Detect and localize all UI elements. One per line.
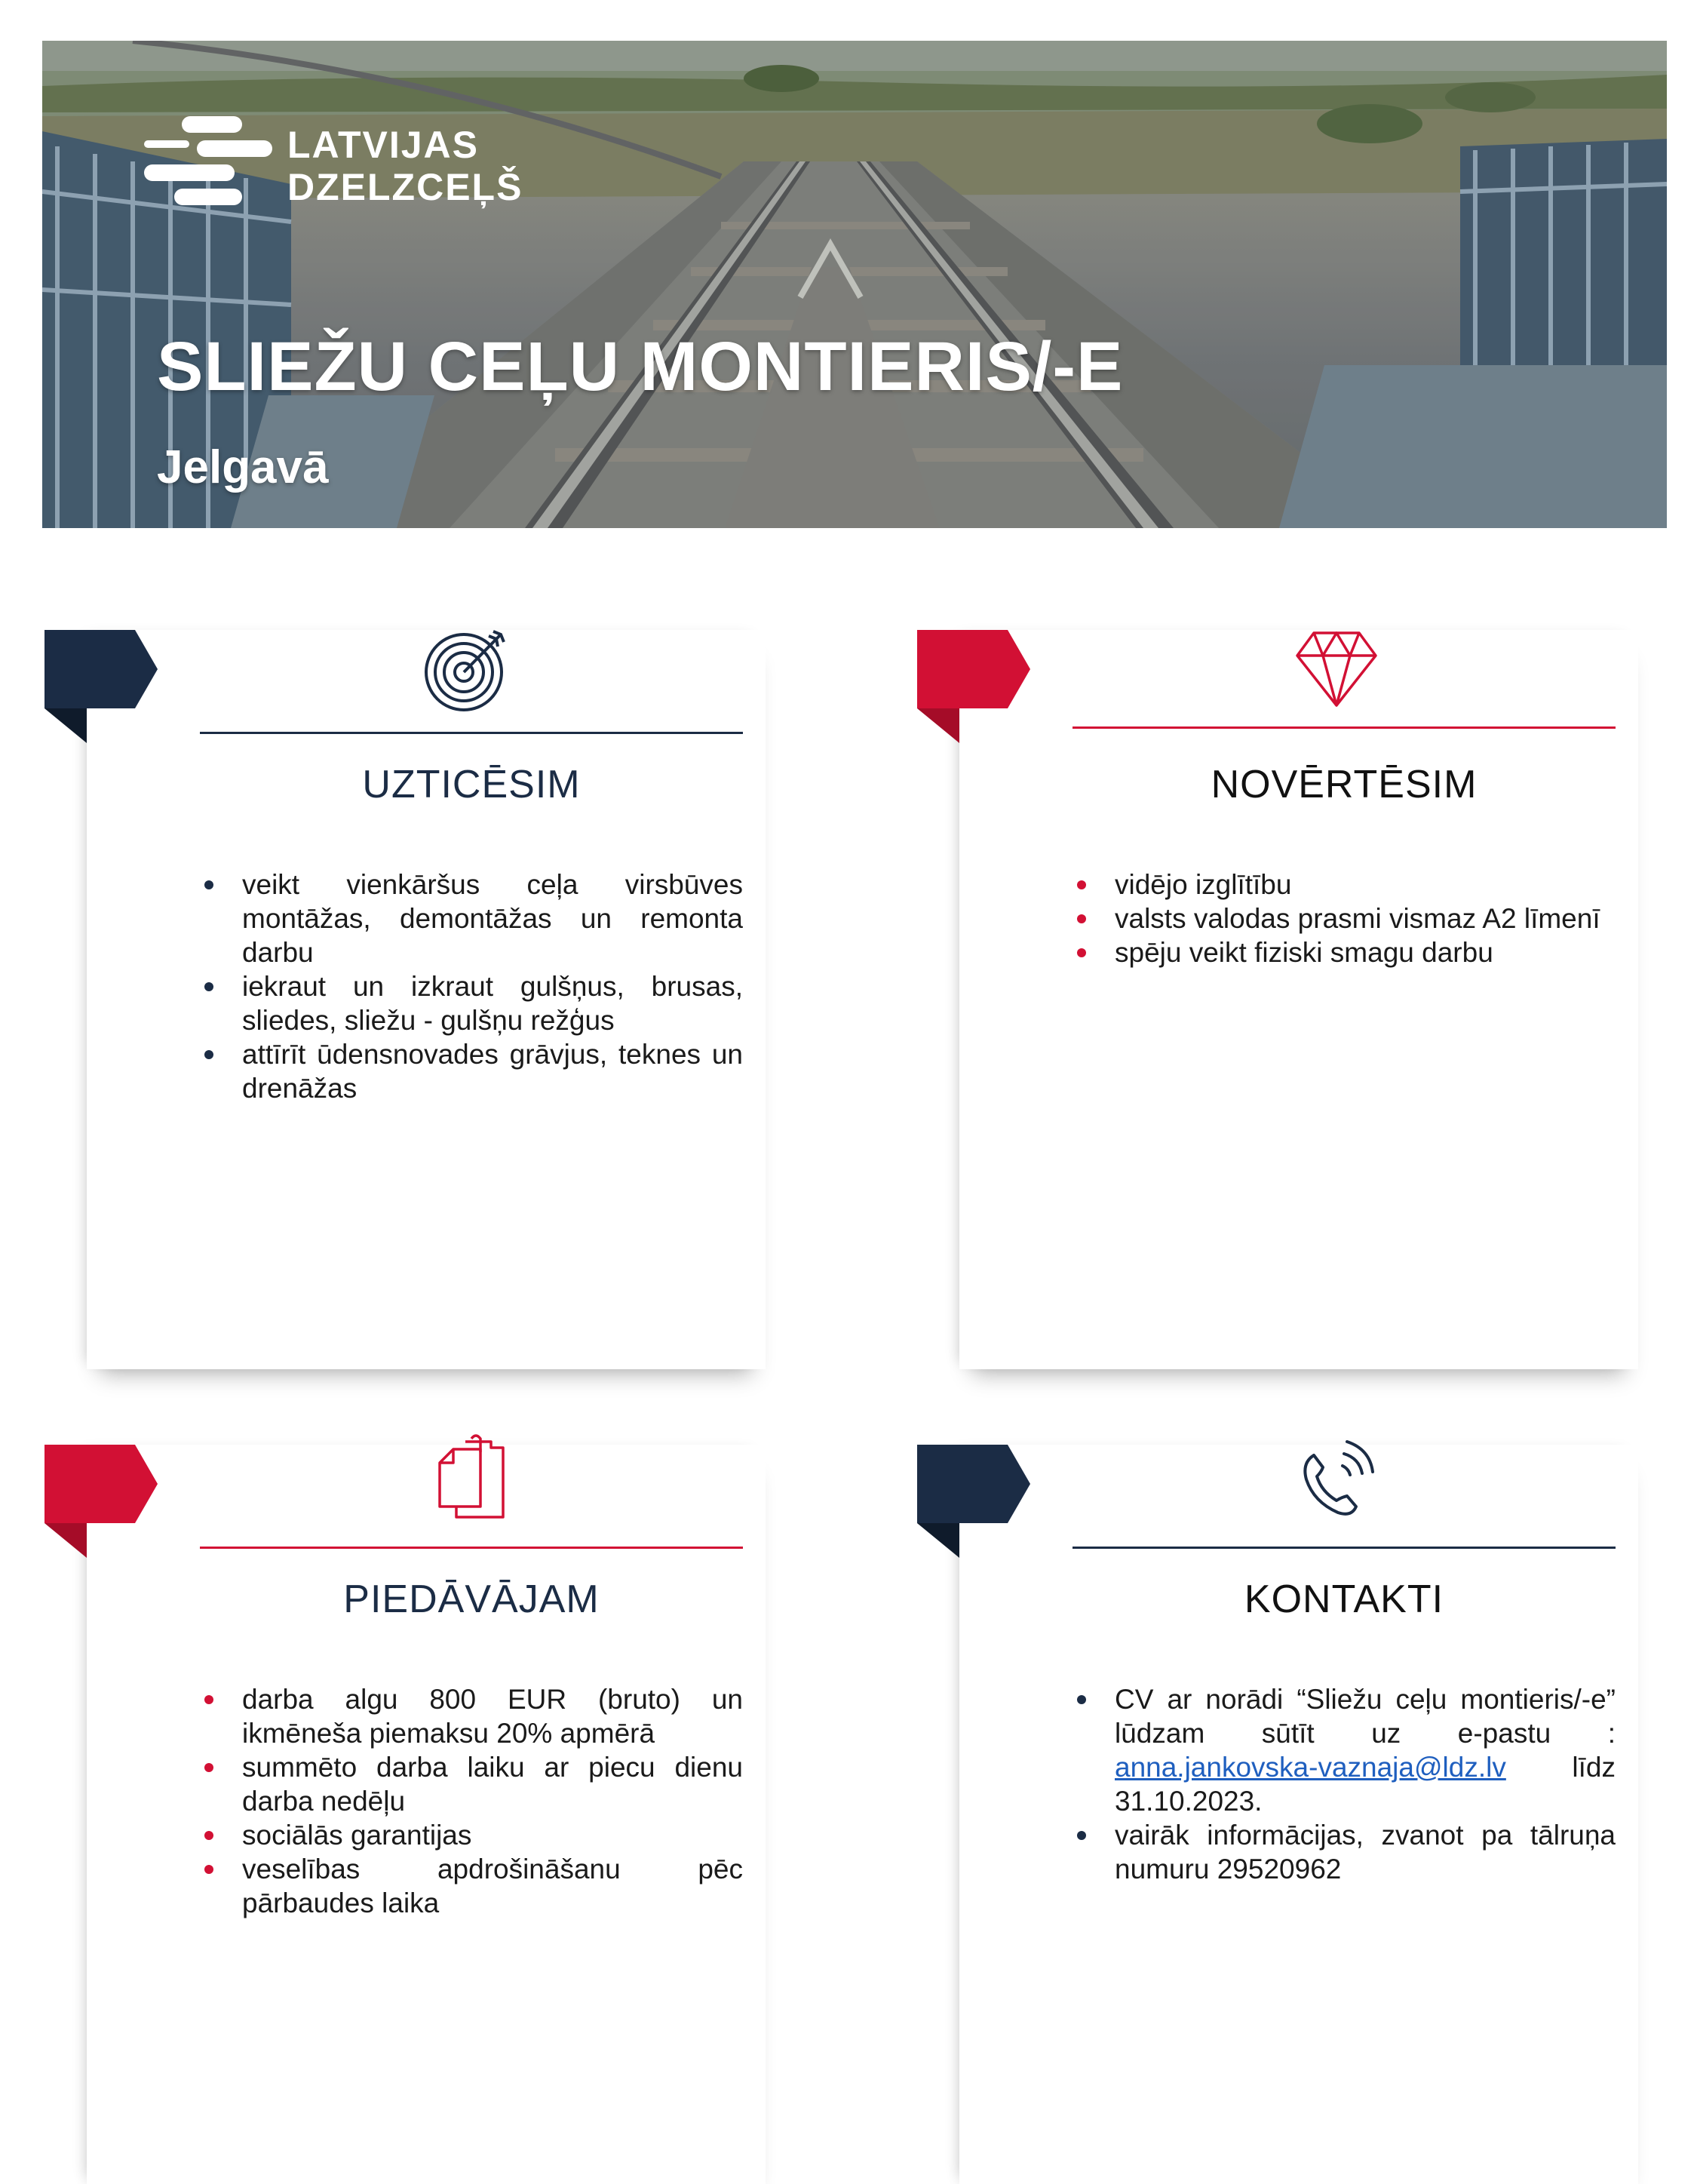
card-title: UZTICĒSIM [362,763,581,806]
diamond-icon [1291,622,1382,713]
card-divider [1073,1547,1616,1549]
offer-list [200,1682,743,1920]
navy-flag-marker [917,1445,1030,1558]
job-location: Jelgavā [157,441,329,493]
cv-instruction: CV ar norādi “Sliežu ceļu montieris/-e” lūdzam sūtīt uz e-pastu : [1115,1684,1616,1749]
card-divider [1073,726,1616,729]
logo-text [287,124,523,208]
logo-mark [144,116,272,207]
card-responsibilities [87,630,766,1369]
card-title: PIEDĀVĀJAM [343,1577,600,1621]
list-item: valsts valodas prasmi vismaz A2 līmenī [1073,902,1616,935]
card-contacts [959,1445,1638,2184]
list-item: summēto darba laiku ar piecu dienu darba nedēļu [200,1750,743,1818]
red-flag-marker [44,1445,158,1558]
documents-icon [426,1434,517,1525]
list-item: spēju veikt fiziski smagu darbu [1073,935,1616,969]
list-item: iekraut un izkraut gulšņus, brusas, sliedes, sliežu - gulšņu režģus [200,969,743,1037]
company-logo [144,116,536,207]
list-item: darba algu 800 EUR (bruto) un ikmēneša piemaksu 20% apmērā [200,1682,743,1750]
job-title: SLIEŽU CEĻU MONTIERIS/-E [157,328,1124,405]
logo-line-1: LATVIJAS [287,124,479,166]
requirements-list [1073,868,1616,969]
target-icon [422,625,513,716]
phone-icon [1291,1433,1382,1523]
contacts-list [1073,1682,1616,1886]
list-item: sociālās garantijas [200,1818,743,1852]
card-offer [87,1445,766,2184]
responsibilities-list [200,868,743,1105]
list-item: veikt vienkāršus ceļa virsbūves montāžas, demontāžas un remonta darbu [200,868,743,969]
list-item-phone: vairāk informācijas, zvanot pa tālruņa numuru 29520962 [1073,1818,1616,1886]
list-item: vidējo izglītību [1073,868,1616,902]
card-title: NOVĒRTĒSIM [1211,763,1478,806]
email-link[interactable]: anna.jankovska-vaznaja@ldz.lv [1115,1752,1506,1783]
card-title: KONTAKTI [1244,1577,1444,1621]
list-item: attīrīt ūdensnovades grāvjus, teknes un drenāžas [200,1037,743,1105]
red-flag-marker [917,630,1030,743]
navy-flag-marker [44,630,158,743]
card-requirements [959,630,1638,1369]
hero-banner [42,41,1667,528]
logo-line-2: DZELZCEĻŠ [287,166,523,208]
list-item-cv [1073,1682,1616,1818]
card-divider [200,1547,743,1549]
list-item: veselības apdrošināšanu pēc pārbaudes laika [200,1852,743,1920]
deadline-text: līdz 31.10.2023. [1115,1752,1616,1817]
card-divider [200,732,743,734]
